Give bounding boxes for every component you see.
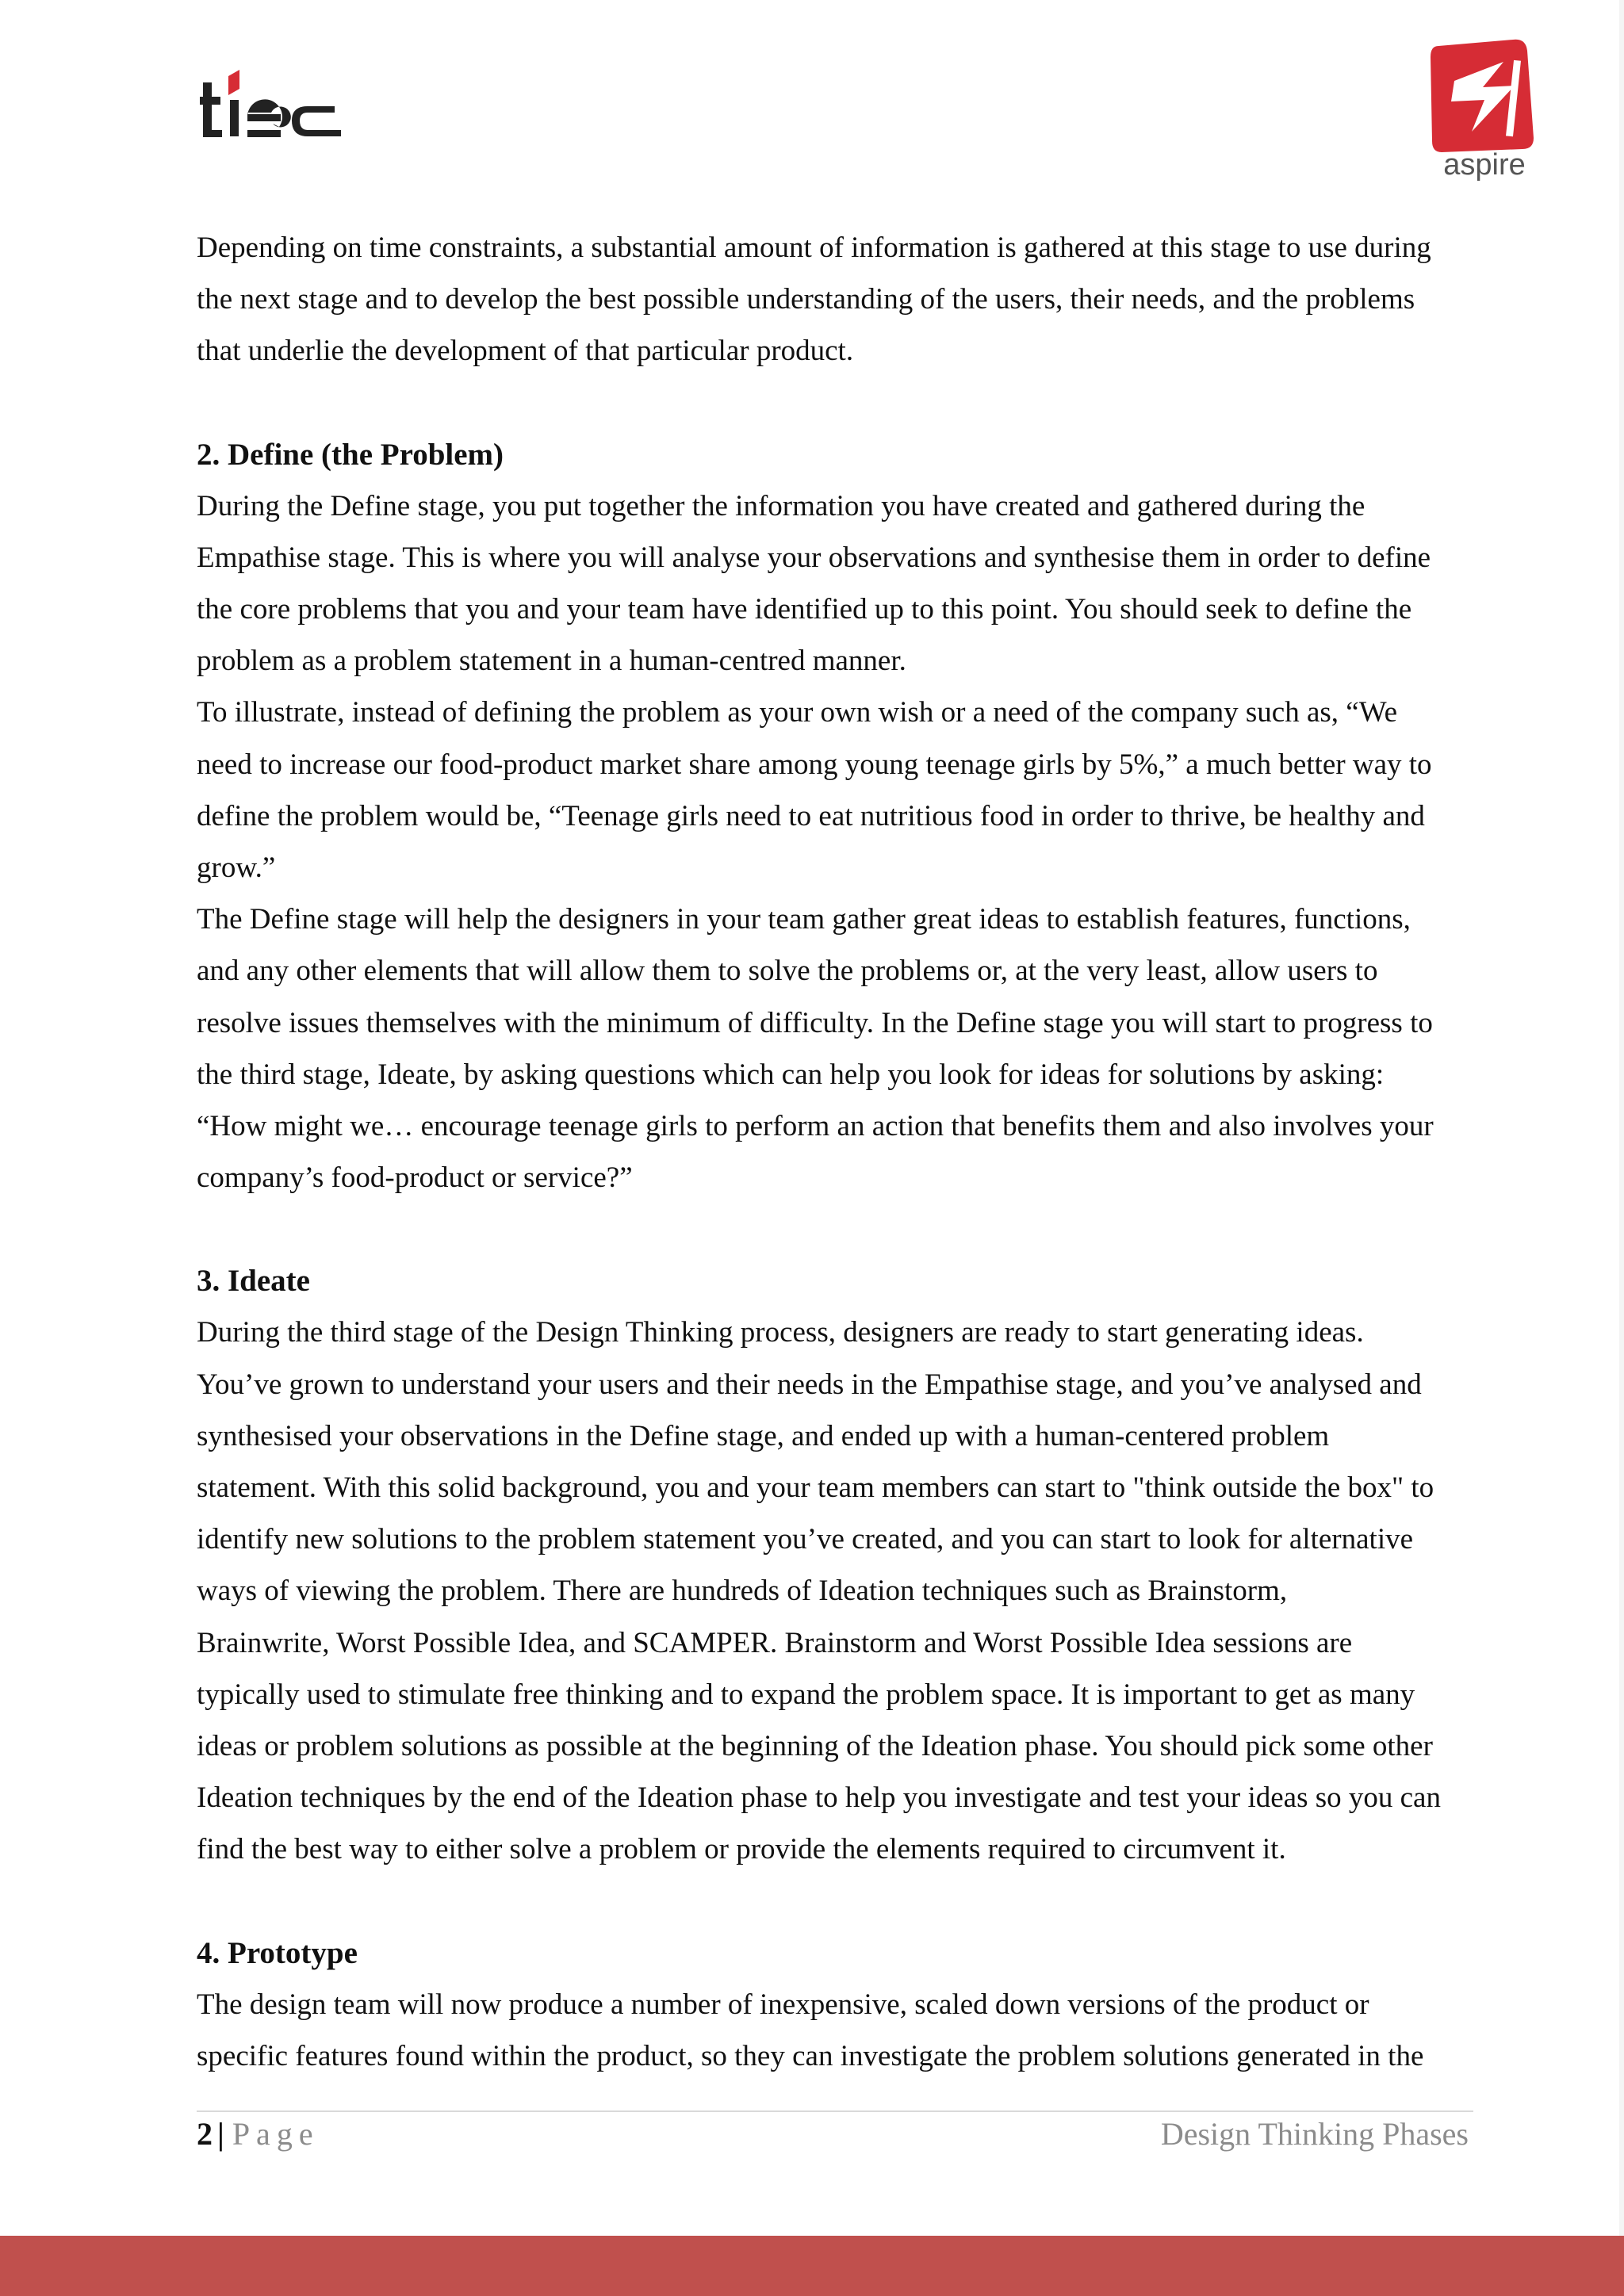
page-indicator (197, 2112, 320, 2156)
text-line: statement. With this solid background, you and your team members can start to "think outside the box" to (197, 1471, 1434, 1505)
text-line: To illustrate, instead of defining the problem as your own wish or a need of the company such as, “We (197, 696, 1398, 729)
aspire-logo-wordmark: aspire (1443, 148, 1526, 182)
text-line: specific features found within the product, so they can investigate the problem solutions generated in the (197, 2039, 1424, 2072)
text-line: resolve issues themselves with the minimum of difficulty. In the Define stage you will start to progress to (197, 1006, 1433, 1039)
text-line: You’ve grown to understand your users and their needs in the Empathise stage, and you’ve analysed and (197, 1368, 1422, 1401)
text-line: define the problem would be, “Teenage girls need to eat nutritious food in order to thrive, be healthy and (197, 799, 1425, 832)
page-edge (1619, 0, 1624, 2236)
text-line: Ideation techniques by the end of the Ideation phase to help you investigate and test your ideas so you can (197, 1781, 1441, 1815)
define-paragraph-3 (197, 894, 1473, 1203)
page-number: 2 (197, 2116, 213, 2152)
text-line: the third stage, Ideate, by asking questions which can help you look for ideas for solutions by asking: (197, 1058, 1385, 1091)
text-line: Depending on time constraints, a substantial amount of information is gathered at this stage to use during (197, 232, 1431, 264)
page-content (197, 222, 1473, 2082)
tiec-logo (200, 68, 343, 143)
text-line: “How might we… encourage teenage girls to perform an action that benefits them and also involves your (197, 1110, 1434, 1143)
text-line: ideas or problem solutions as possible at the beginning of the Ideation phase. You should pick some other (197, 1730, 1433, 1763)
footer-color-band (0, 2236, 1624, 2296)
tiec-logo-accent (228, 70, 239, 95)
text-line: synthesised your observations in the Define stage, and ended up with a human-centered problem (197, 1419, 1330, 1452)
tiec-logo-e (247, 99, 291, 127)
text-line: that underlie the development of that particular product. (197, 335, 854, 368)
prototype-heading: 4. Prototype (197, 1935, 358, 1970)
section-gap (197, 1876, 1473, 1927)
tiec-logo-t-stem (203, 82, 212, 136)
tiec-logo-t-bar (200, 97, 220, 105)
text-line: typically used to stimulate free thinking and to expand the problem space. It is important to get as many (197, 1678, 1415, 1711)
text-line: The design team will now produce a number of inexpensive, scaled down versions of the product or (197, 1988, 1369, 2021)
text-line: problem as a problem statement in a human-centred manner. (197, 645, 906, 678)
ideate-heading: 3. Ideate (197, 1264, 310, 1299)
define-paragraph-1 (197, 480, 1473, 687)
text-line: During the Define stage, you put together the information you have created and gathered during the (197, 489, 1365, 522)
text-line: and any other elements that will allow them to solve the problems or, at the very least, allow users to (197, 955, 1378, 988)
define-heading: 2. Define (the Problem) (197, 437, 504, 472)
text-line: find the best way to either solve a problem or provide the elements required to circumvent it. (197, 1833, 1286, 1866)
prototype-paragraph (197, 1979, 1473, 2082)
text-line: need to increase our food-product market share among young teenage girls by 5%,” a much better way to (197, 748, 1432, 781)
page-word: Page (232, 2116, 320, 2152)
section-gap (197, 1203, 1473, 1255)
tiec-logo-i-stem (230, 100, 239, 136)
text-line: During the third stage of the Design Thinking process, designers are ready to start generating ideas. (197, 1316, 1364, 1349)
text-line: Empathise stage. This is where you will analyse your observations and synthesise them in order to define (197, 541, 1431, 574)
text-line: the core problems that you and your team have identified up to this point. You should seek to define the (197, 593, 1412, 626)
text-line: ways of viewing the problem. There are hundreds of Ideation techniques such as Brainstorm, (197, 1575, 1288, 1608)
tiec-logo-c (292, 106, 341, 136)
text-line: company’s food-product or service?” (197, 1161, 633, 1195)
text-line: the next stage and to develop the best possible understanding of the users, their needs, and the problems (197, 283, 1415, 316)
text-line: The Define stage will help the designers in your team gather great ideas to establish features, functions, (197, 903, 1411, 936)
define-paragraph-2 (197, 687, 1473, 894)
text-line: grow.” (197, 851, 276, 885)
aspire-logo (1427, 38, 1538, 182)
section-gap (197, 377, 1473, 429)
aspire-logo-graphic (1427, 38, 1538, 182)
text-line: identify new solutions to the problem statement you’ve created, and you can start to look for alternative (197, 1523, 1414, 1556)
text-line: Brainwrite, Worst Possible Idea, and SCAMPER. Brainstorm and Worst Possible Idea sessions are (197, 1626, 1353, 1659)
footer-document-title: Design Thinking Phases (1160, 2116, 1469, 2152)
ideate-paragraph (197, 1307, 1473, 1875)
page-separator: | (217, 2116, 224, 2152)
tiec-logo-t-foot (203, 130, 222, 137)
tiec-logo-graphic (200, 68, 343, 143)
intro-paragraph (197, 222, 1473, 377)
